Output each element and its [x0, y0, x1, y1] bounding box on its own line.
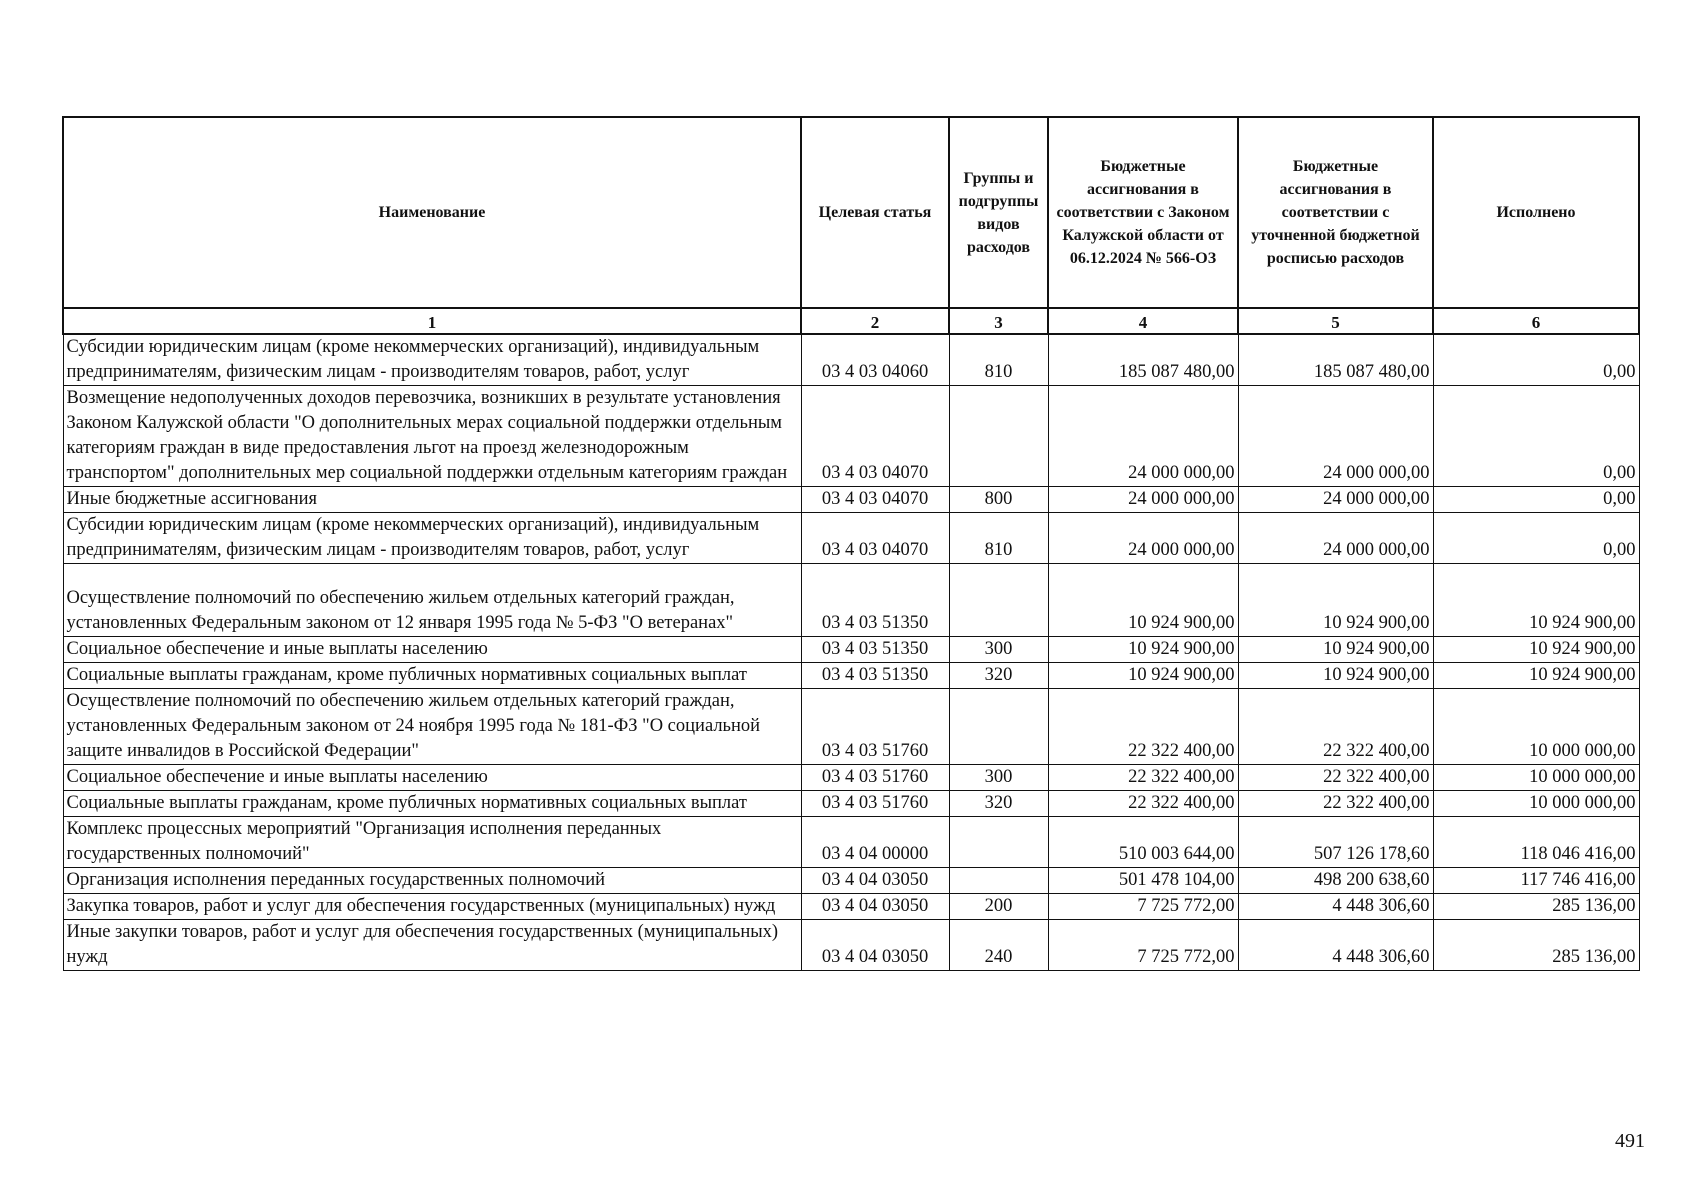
header-law-allocations: Бюджетные ассигнования в соответствии с Законом Калужской области от 06.12.2024 № 566-ОЗ: [1048, 117, 1238, 308]
row-target-article: 03 4 03 04070: [801, 386, 949, 487]
row-target-article: 03 4 03 51760: [801, 689, 949, 765]
row-law-allocation: 7 725 772,00: [1048, 920, 1238, 971]
row-law-allocation: 185 087 480,00: [1048, 334, 1238, 386]
row-expense-group: [949, 868, 1048, 894]
row-refined-allocation: 24 000 000,00: [1238, 487, 1433, 513]
row-expense-group: [949, 689, 1048, 765]
row-refined-allocation: 10 924 900,00: [1238, 637, 1433, 663]
row-target-article: 03 4 03 51760: [801, 791, 949, 817]
table-row: [63, 487, 1639, 513]
header-refined-allocations: Бюджетные ассигнования в соответствии с уточненной бюджетной росписью расходов: [1238, 117, 1433, 308]
row-refined-allocation: 22 322 400,00: [1238, 765, 1433, 791]
row-name: Социальное обеспечение и иные выплаты населению: [63, 637, 801, 663]
row-name: Субсидии юридическим лицам (кроме некоммерческих организаций), индивидуальным предпринимателям, физическим лицам - производителям товаров, работ, услуг: [63, 513, 801, 564]
row-executed: 10 924 900,00: [1433, 564, 1639, 637]
row-name: Иные бюджетные ассигнования: [63, 487, 801, 513]
table-row: [63, 920, 1639, 971]
row-target-article: 03 4 04 00000: [801, 817, 949, 868]
row-name: Социальное обеспечение и иные выплаты населению: [63, 765, 801, 791]
row-executed: 0,00: [1433, 487, 1639, 513]
row-expense-group: 200: [949, 894, 1048, 920]
table-body: [63, 334, 1639, 971]
table-row: [63, 564, 1639, 637]
row-law-allocation: 7 725 772,00: [1048, 894, 1238, 920]
table-row: [63, 689, 1639, 765]
budget-table: [62, 116, 1640, 971]
row-executed: 10 000 000,00: [1433, 765, 1639, 791]
table-row: [63, 868, 1639, 894]
row-expense-group: 320: [949, 791, 1048, 817]
table-row: [63, 386, 1639, 487]
row-refined-allocation: 498 200 638,60: [1238, 868, 1433, 894]
row-expense-group: 810: [949, 513, 1048, 564]
row-target-article: 03 4 04 03050: [801, 894, 949, 920]
row-target-article: 03 4 03 51760: [801, 765, 949, 791]
column-numbers-row: [63, 308, 1639, 334]
row-executed: 10 000 000,00: [1433, 689, 1639, 765]
row-target-article: 03 4 03 04060: [801, 334, 949, 386]
row-target-article: 03 4 03 51350: [801, 637, 949, 663]
row-executed: 118 046 416,00: [1433, 817, 1639, 868]
page-number: 491: [1615, 1130, 1645, 1152]
row-expense-group: [949, 817, 1048, 868]
row-target-article: 03 4 03 51350: [801, 663, 949, 689]
row-expense-group: 320: [949, 663, 1048, 689]
row-name: Осуществление полномочий по обеспечению жильем отдельных категорий граждан, установленных Федеральным законом от 12 января 1995 года № 5-ФЗ "О ветеранах": [63, 564, 801, 637]
row-law-allocation: 501 478 104,00: [1048, 868, 1238, 894]
row-name: Возмещение недополученных доходов перевозчика, возникших в результате установления Законом Калужской области "О дополнительных мерах социальной поддержки отдельным категориям граждан в виде предоставления льгот на проезд железнодорожным транспортом" дополнительных мер социальной поддержки отдельным категориям граждан: [63, 386, 801, 487]
header-target-article: Целевая статья: [801, 117, 949, 308]
row-law-allocation: 24 000 000,00: [1048, 386, 1238, 487]
row-expense-group: 300: [949, 765, 1048, 791]
table-header-row: [63, 117, 1639, 308]
table-row: [63, 894, 1639, 920]
row-expense-group: [949, 564, 1048, 637]
row-law-allocation: 22 322 400,00: [1048, 689, 1238, 765]
row-name: Социальные выплаты гражданам, кроме публичных нормативных социальных выплат: [63, 791, 801, 817]
row-refined-allocation: 10 924 900,00: [1238, 663, 1433, 689]
row-expense-group: 810: [949, 334, 1048, 386]
row-name: Организация исполнения переданных государственных полномочий: [63, 868, 801, 894]
row-executed: 10 000 000,00: [1433, 791, 1639, 817]
row-refined-allocation: 22 322 400,00: [1238, 689, 1433, 765]
table-row: [63, 791, 1639, 817]
table-row: [63, 334, 1639, 386]
row-law-allocation: 10 924 900,00: [1048, 564, 1238, 637]
row-refined-allocation: 507 126 178,60: [1238, 817, 1433, 868]
row-target-article: 03 4 03 04070: [801, 513, 949, 564]
table-row: [63, 637, 1639, 663]
row-name: Иные закупки товаров, работ и услуг для обеспечения государственных (муниципальных) нужд: [63, 920, 801, 971]
row-refined-allocation: 4 448 306,60: [1238, 894, 1433, 920]
row-law-allocation: 24 000 000,00: [1048, 487, 1238, 513]
row-executed: 10 924 900,00: [1433, 663, 1639, 689]
row-law-allocation: 510 003 644,00: [1048, 817, 1238, 868]
row-refined-allocation: 24 000 000,00: [1238, 513, 1433, 564]
row-expense-group: [949, 386, 1048, 487]
row-refined-allocation: 10 924 900,00: [1238, 564, 1433, 637]
row-name: Закупка товаров, работ и услуг для обеспечения государственных (муниципальных) нужд: [63, 894, 801, 920]
row-name: Комплекс процессных мероприятий "Организация исполнения переданных государственных полномочий": [63, 817, 801, 868]
row-refined-allocation: 24 000 000,00: [1238, 386, 1433, 487]
table-row: [63, 817, 1639, 868]
row-executed: 10 924 900,00: [1433, 637, 1639, 663]
column-number: 2: [801, 308, 949, 334]
column-number: 6: [1433, 308, 1639, 334]
row-expense-group: 240: [949, 920, 1048, 971]
row-target-article: 03 4 03 51350: [801, 564, 949, 637]
table-row: [63, 513, 1639, 564]
row-target-article: 03 4 04 03050: [801, 920, 949, 971]
column-number: 3: [949, 308, 1048, 334]
header-expense-groups: Группы и подгруппы видов расходов: [949, 117, 1048, 308]
row-refined-allocation: 22 322 400,00: [1238, 791, 1433, 817]
row-target-article: 03 4 04 03050: [801, 868, 949, 894]
row-executed: 0,00: [1433, 513, 1639, 564]
row-name: Социальные выплаты гражданам, кроме публичных нормативных социальных выплат: [63, 663, 801, 689]
row-executed: 117 746 416,00: [1433, 868, 1639, 894]
row-refined-allocation: 185 087 480,00: [1238, 334, 1433, 386]
row-law-allocation: 22 322 400,00: [1048, 765, 1238, 791]
header-executed: Исполнено: [1433, 117, 1639, 308]
row-executed: 285 136,00: [1433, 894, 1639, 920]
row-law-allocation: 10 924 900,00: [1048, 637, 1238, 663]
row-law-allocation: 10 924 900,00: [1048, 663, 1238, 689]
column-number: 1: [63, 308, 801, 334]
row-refined-allocation: 4 448 306,60: [1238, 920, 1433, 971]
row-law-allocation: 22 322 400,00: [1048, 791, 1238, 817]
row-name: Субсидии юридическим лицам (кроме некоммерческих организаций), индивидуальным предпринимателям, физическим лицам - производителям товаров, работ, услуг: [63, 334, 801, 386]
column-number: 4: [1048, 308, 1238, 334]
header-name: Наименование: [63, 117, 801, 308]
row-executed: 285 136,00: [1433, 920, 1639, 971]
column-number: 5: [1238, 308, 1433, 334]
row-expense-group: 800: [949, 487, 1048, 513]
row-law-allocation: 24 000 000,00: [1048, 513, 1238, 564]
row-executed: 0,00: [1433, 386, 1639, 487]
row-executed: 0,00: [1433, 334, 1639, 386]
table-row: [63, 765, 1639, 791]
row-expense-group: 300: [949, 637, 1048, 663]
table-row: [63, 663, 1639, 689]
row-target-article: 03 4 03 04070: [801, 487, 949, 513]
row-name: Осуществление полномочий по обеспечению жильем отдельных категорий граждан, установленных Федеральным законом от 24 ноября 1995 года № 181-ФЗ "О социальной защите инвалидов в Российской Федерации": [63, 689, 801, 765]
